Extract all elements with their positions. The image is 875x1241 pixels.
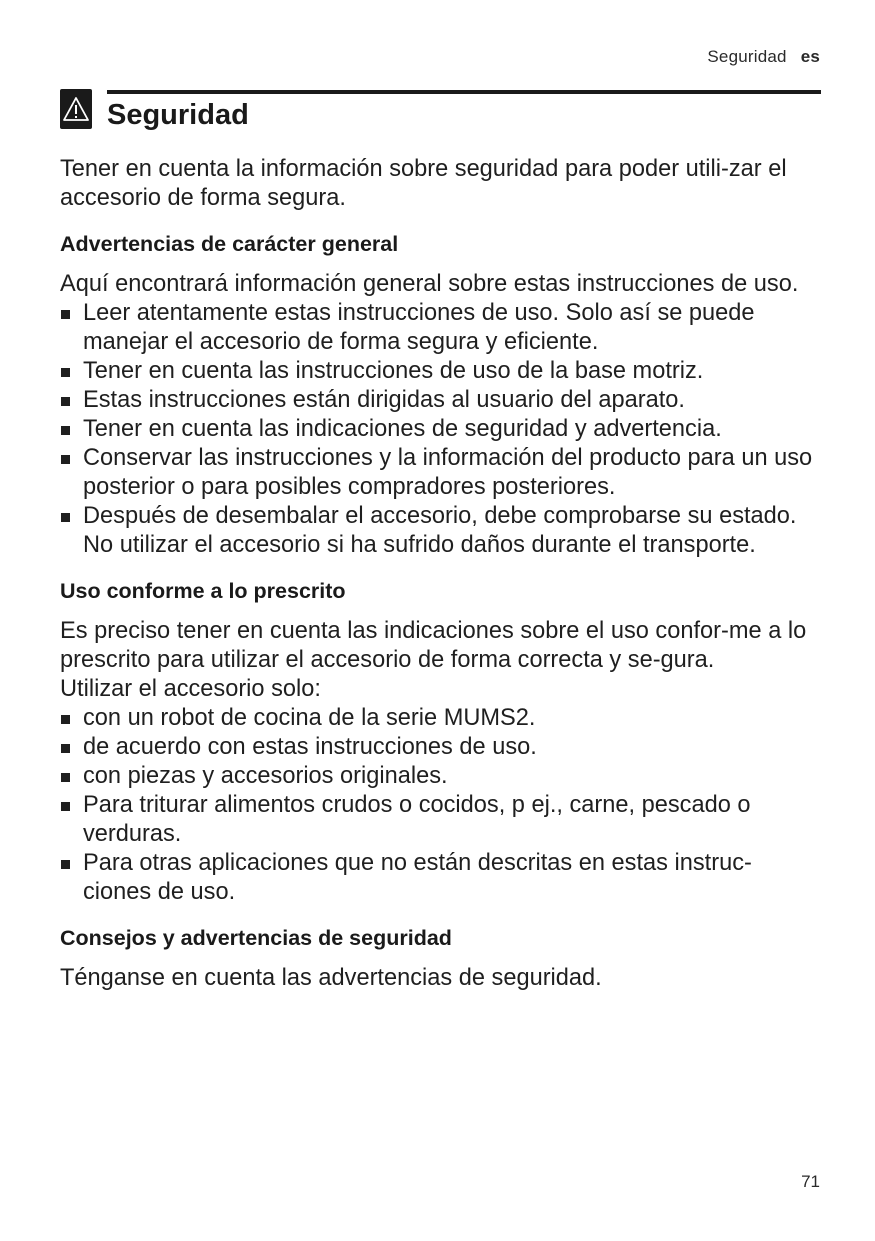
list-item: con un robot de cocina de la serie MUMS2. [60,704,820,733]
list-item: Conservar las instrucciones y la información del producto para un uso posterior o para posibles compradores posteriores. [60,444,820,502]
safety-tips-text: Ténganse en cuenta las advertencias de seguridad. [60,965,602,991]
page-number: 71 [801,1172,820,1191]
intended-use-text: Es preciso tener en cuenta las indicaciones sobre el uso confor-me a lo prescrito para utilizar el accesorio de forma correcta y se-gura. [60,618,807,673]
general-warnings-list [60,299,820,560]
list-item: Después de desembalar el accesorio, debe comprobarse su estado. No utilizar el accesorio si ha sufrido daños durante el transporte. [60,502,820,560]
running-header [707,47,820,67]
intended-use-lead: Utilizar el accesorio solo: [60,676,321,702]
list-item: Para otras aplicaciones que no están descritas en estas instruc-ciones de uso. [60,849,820,907]
running-header-lang: es [800,47,820,66]
running-header-section: Seguridad [707,47,787,66]
general-warnings-heading: Advertencias de carácter general [60,232,399,256]
safety-tips-heading: Consejos y advertencias de seguridad [60,926,452,950]
intro-paragraph: Tener en cuenta la información sobre seguridad para poder utili-zar el accesorio de forma segura. [60,156,787,211]
main-content [60,155,820,993]
list-item: Tener en cuenta las indicaciones de seguridad y advertencia. [60,415,820,444]
list-item: Leer atentamente estas instrucciones de uso. Solo así se puede manejar el accesorio de forma segura y eficiente. [60,299,820,357]
list-item: Tener en cuenta las instrucciones de uso de la base motriz. [60,357,820,386]
list-item: de acuerdo con estas instrucciones de uso. [60,733,820,762]
list-item: con piezas y accesorios originales. [60,762,820,791]
intended-use-list [60,704,820,907]
list-item: Estas instrucciones están dirigidas al usuario del aparato. [60,386,820,415]
intended-use-heading: Uso conforme a lo prescrito [60,579,346,603]
general-warnings-text: Aquí encontrará información general sobre estas instrucciones de uso. [60,271,799,297]
warning-icon [60,89,92,129]
page-title: Seguridad [107,99,249,131]
list-item: Para triturar alimentos crudos o cocidos, p ej., carne, pescado o verduras. [60,791,820,849]
header-rule [107,90,821,94]
